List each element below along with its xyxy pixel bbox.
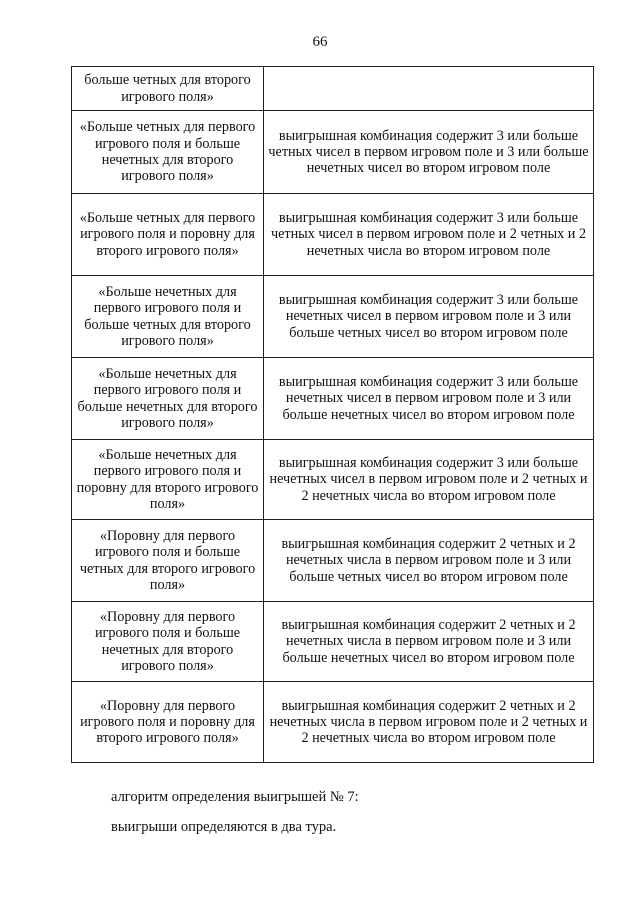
table-row bbox=[72, 194, 594, 276]
table-row bbox=[72, 520, 594, 602]
table-row bbox=[72, 602, 594, 682]
combination-description-cell: выигрышная комбинация содержит 3 или больше четных чисел в первом игровом поле и 2 четных и 2 нечетных числа во втором игровом поле bbox=[264, 194, 594, 276]
table-row bbox=[72, 67, 594, 111]
combination-description-cell: выигрышная комбинация содержит 2 четных и 2 нечетных числа в первом игровом поле и 3 или больше четных чисел во втором игровом поле bbox=[264, 520, 594, 602]
rounds-paragraph: выигрыши определяются в два тура. bbox=[111, 819, 337, 835]
table-row bbox=[72, 440, 594, 520]
combination-name-cell: «Поровну для первого игрового поля и поровну для второго игрового поля» bbox=[72, 682, 264, 763]
page-number: 66 bbox=[312, 34, 328, 50]
combination-name-cell: «Больше нечетных для первого игрового поля и больше четных для второго игрового поля» bbox=[72, 276, 264, 358]
algorithm-paragraph: алгоритм определения выигрышей № 7: bbox=[111, 789, 359, 805]
table-row bbox=[72, 276, 594, 358]
combination-description-cell: выигрышная комбинация содержит 3 или больше нечетных чисел в первом игровом поле и 2 четных и 2 нечетных числа во втором игровом поле bbox=[264, 440, 594, 520]
combination-description-cell bbox=[264, 67, 594, 111]
combination-name-cell: «Больше нечетных для первого игрового поля и поровну для второго игрового поля» bbox=[72, 440, 264, 520]
combination-description-cell: выигрышная комбинация содержит 3 или больше нечетных чисел в первом игровом поле и 3 или больше четных чисел во втором игровом поле bbox=[264, 276, 594, 358]
table-row bbox=[72, 111, 594, 194]
combination-description-cell: выигрышная комбинация содержит 2 четных и 2 нечетных числа в первом игровом поле и 2 четных и 2 нечетных числа во втором игровом поле bbox=[264, 682, 594, 763]
combination-name-cell: «Больше четных для первого игрового поля и поровну для второго игрового поля» bbox=[72, 194, 264, 276]
table-row bbox=[72, 682, 594, 763]
table-row bbox=[72, 358, 594, 440]
combination-name-cell: «Поровну для первого игрового поля и больше четных для второго игрового поля» bbox=[72, 520, 264, 602]
combination-name-cell: «Поровну для первого игрового поля и больше нечетных для второго игрового поля» bbox=[72, 602, 264, 682]
combination-description-cell: выигрышная комбинация содержит 3 или больше нечетных чисел в первом игровом поле и 3 или больше нечетных чисел во втором игровом поле bbox=[264, 358, 594, 440]
combination-description-cell: выигрышная комбинация содержит 2 четных и 2 нечетных числа в первом игровом поле и 3 или больше нечетных чисел во втором игровом поле bbox=[264, 602, 594, 682]
combination-name-cell: «Больше нечетных для первого игрового поля и больше нечетных для второго игрового поля» bbox=[72, 358, 264, 440]
combination-description-cell: выигрышная комбинация содержит 3 или больше четных чисел в первом игровом поле и 3 или больше нечетных чисел во втором игровом поле bbox=[264, 111, 594, 194]
combination-name-cell: больше четных для второго игрового поля» bbox=[72, 67, 264, 111]
combination-name-cell: «Больше четных для первого игрового поля и больше нечетных для второго игрового поля» bbox=[72, 111, 264, 194]
winning-combinations-table bbox=[71, 66, 594, 763]
